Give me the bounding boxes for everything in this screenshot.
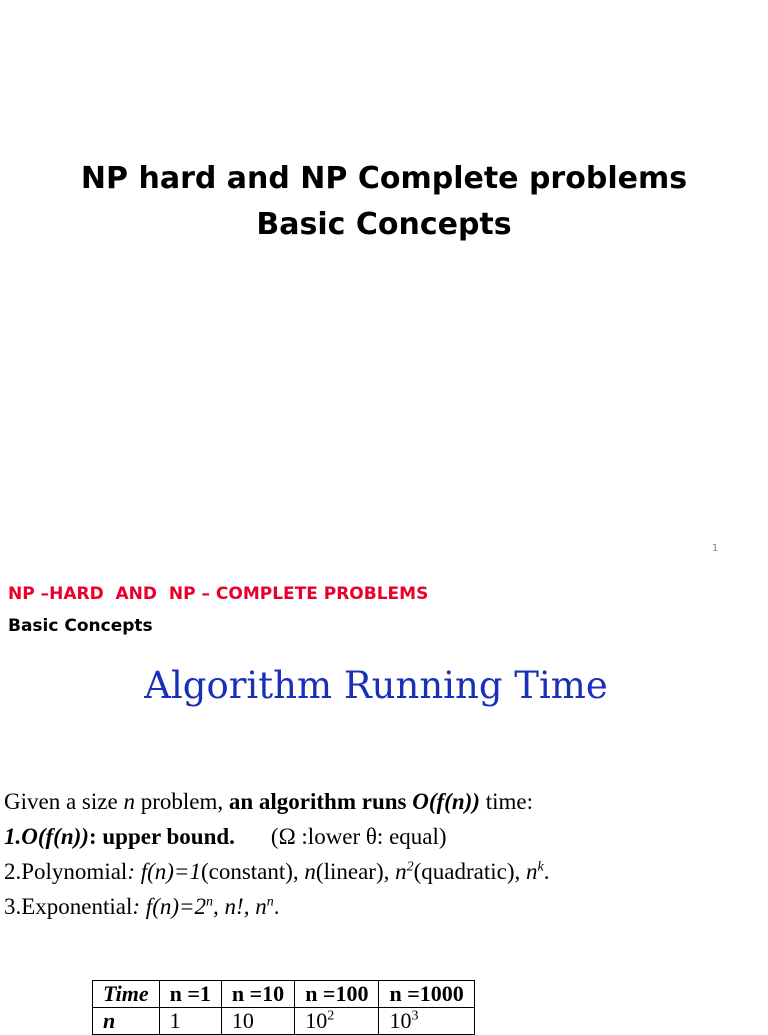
concept-line-3: 2.Polynomial: f(n)=1(constant), n(linear), $n^2(quadratic)$, $n^k$. bbox=[4, 859, 550, 884]
slide-number: 1 bbox=[712, 543, 719, 554]
table-header-cell: n =1000 bbox=[379, 981, 474, 1008]
table-header-cell: n =1 bbox=[159, 981, 221, 1008]
table-cell: 10 bbox=[221, 1008, 294, 1035]
slide-1-title bbox=[0, 156, 768, 248]
slide-2 bbox=[0, 568, 768, 1033]
slide-2-subheading: Basic Concepts bbox=[8, 616, 153, 636]
table-cell: 1 bbox=[159, 1008, 221, 1035]
table-header-row bbox=[93, 981, 475, 1008]
table-header-cell: Time bbox=[93, 981, 160, 1008]
concept-line-1: Given a size n problem, an algorithm runs O(f(n)) time: bbox=[4, 789, 533, 814]
concept-lines bbox=[4, 784, 764, 924]
table-cell: n bbox=[93, 1008, 160, 1035]
running-time-table bbox=[92, 980, 475, 1035]
table-cell: $10^3$ bbox=[379, 1008, 474, 1035]
table-row bbox=[93, 1008, 475, 1035]
algorithm-running-time-title: Algorithm Running Time bbox=[144, 664, 608, 707]
table-header-cell: n =100 bbox=[295, 981, 379, 1008]
table-header-cell: n =10 bbox=[221, 981, 294, 1008]
concept-line-4: 3.Exponential: $f(n)=2^n$, n!, $n^n$. bbox=[4, 894, 280, 919]
slide-1-title-line-1: NP hard and NP Complete problems bbox=[80, 161, 688, 196]
concept-line-2: 1.O(f(n)): upper bound. (Ω :lower θ: equal) bbox=[4, 824, 447, 849]
slide-1-title-line-2: Basic Concepts bbox=[256, 207, 512, 242]
slide-2-heading: NP –HARD AND NP – COMPLETE PROBLEMS bbox=[8, 584, 429, 604]
table-cell: $10^2$ bbox=[295, 1008, 379, 1035]
